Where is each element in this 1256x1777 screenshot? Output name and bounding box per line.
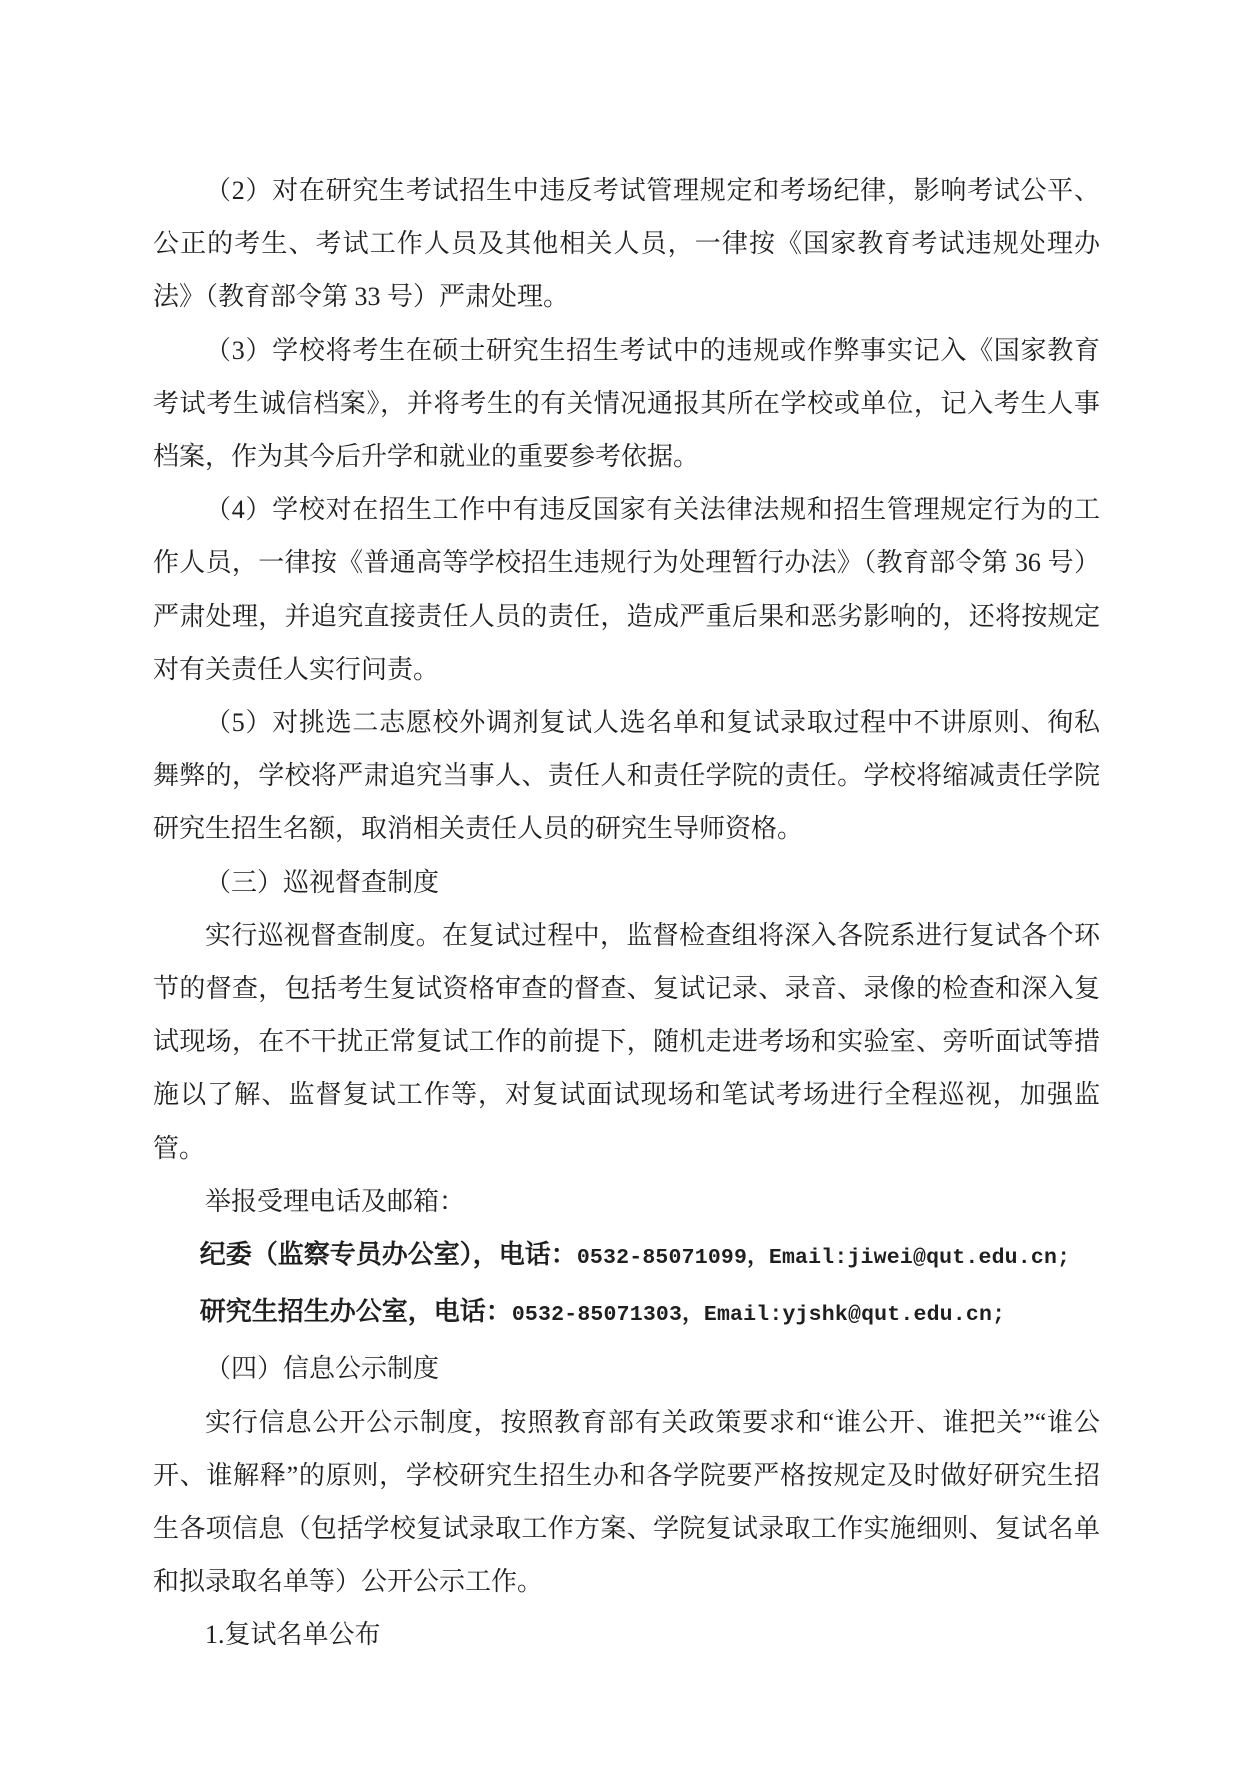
heading-section-4-information-publicity: （四）信息公示制度	[205, 1354, 440, 1384]
contact-label-discipline-committee: 纪委（监察专员办公室），电话：	[199, 1239, 577, 1270]
heading-section-3-inspection-system: （三）巡视督查制度	[205, 867, 440, 897]
contact-phone-email-discipline-committee: 0532-85071099，Email:jiwei@qut.edu.cn;	[576, 1246, 1071, 1271]
paragraph-violation-handling-4: （4）学校对在招生工作中有违反国家有关法律法规和招生管理规定行为的工作人员，一律按《普通高等学校招生违规行为处理暂行办法》（教育部令第 36 号）严肃处理，并追究直接责任人员的责任，造成严重后果和恶劣影响的，还将按规定对有关责任人实行问责。	[153, 495, 1100, 684]
paragraph-violation-handling-5: （5）对挑选二志愿校外调剂复试人选名单和复试录取过程中不讲原则、徇私舞弊的，学校将严肃追究当事人、责任人和责任学院的责任。学校将缩减责任学院研究生招生名额，取消相关责任人员的研究生导师资格。	[153, 708, 1100, 844]
heading-reexam-list-announcement: 1.复试名单公布	[205, 1620, 381, 1650]
document-text-block	[153, 164, 1100, 1662]
paragraph-inspection-system-detail: 实行巡视督查制度。在复试过程中，监督检查组将深入各院系进行复试各个环节的督查，包括考生复试资格审查的督查、复试记录、录音、录像的检查和深入复试现场，在不干扰正常复试工作的前提下，随机走进考场和实验室、旁听面试等措施以了解、监督复试工作等，对复试面试现场和笔试考场进行全程巡视，加强监管。	[153, 920, 1100, 1163]
contact-label-admissions-office: 研究生招生办公室，电话：	[199, 1296, 512, 1327]
contact-phone-email-admissions-office: 0532-85071303，Email:yjshk@qut.edu.cn;	[511, 1303, 1006, 1328]
contact-line-admissions-office	[153, 1285, 1100, 1342]
paragraph-violation-handling-2: （2）对在研究生考试招生中违反考试管理规定和考场纪律，影响考试公平、公正的考生、考试工作人员及其他相关人员，一律按《国家教育考试违规处理办法》（教育部令第 33 号）严肃处理。	[153, 176, 1100, 312]
paragraph-information-publicity-detail: 实行信息公开公示制度，按照教育部有关政策要求和“谁公开、谁把关”“谁公开、谁解释”的原则，学校研究生招生办和各学院要严格按规定及时做好研究生招生各项信息（包括学校复试录取工作方案、学院复试录取工作实施细则、复试名单和拟录取名单等）公开公示工作。	[153, 1407, 1100, 1597]
label-report-hotline-intro: 举报受理电话及邮箱：	[205, 1186, 466, 1216]
contact-line-discipline-committee	[153, 1228, 1100, 1285]
paragraph-violation-handling-3: （3）学校将考生在硕士研究生招生考试中的违规或作弊事实记入《国家教育考试考生诚信档案》，并将考生的有关情况通报其所在学校或单位，记入考生人事档案，作为其今后升学和就业的重要参考依据。	[153, 335, 1100, 472]
